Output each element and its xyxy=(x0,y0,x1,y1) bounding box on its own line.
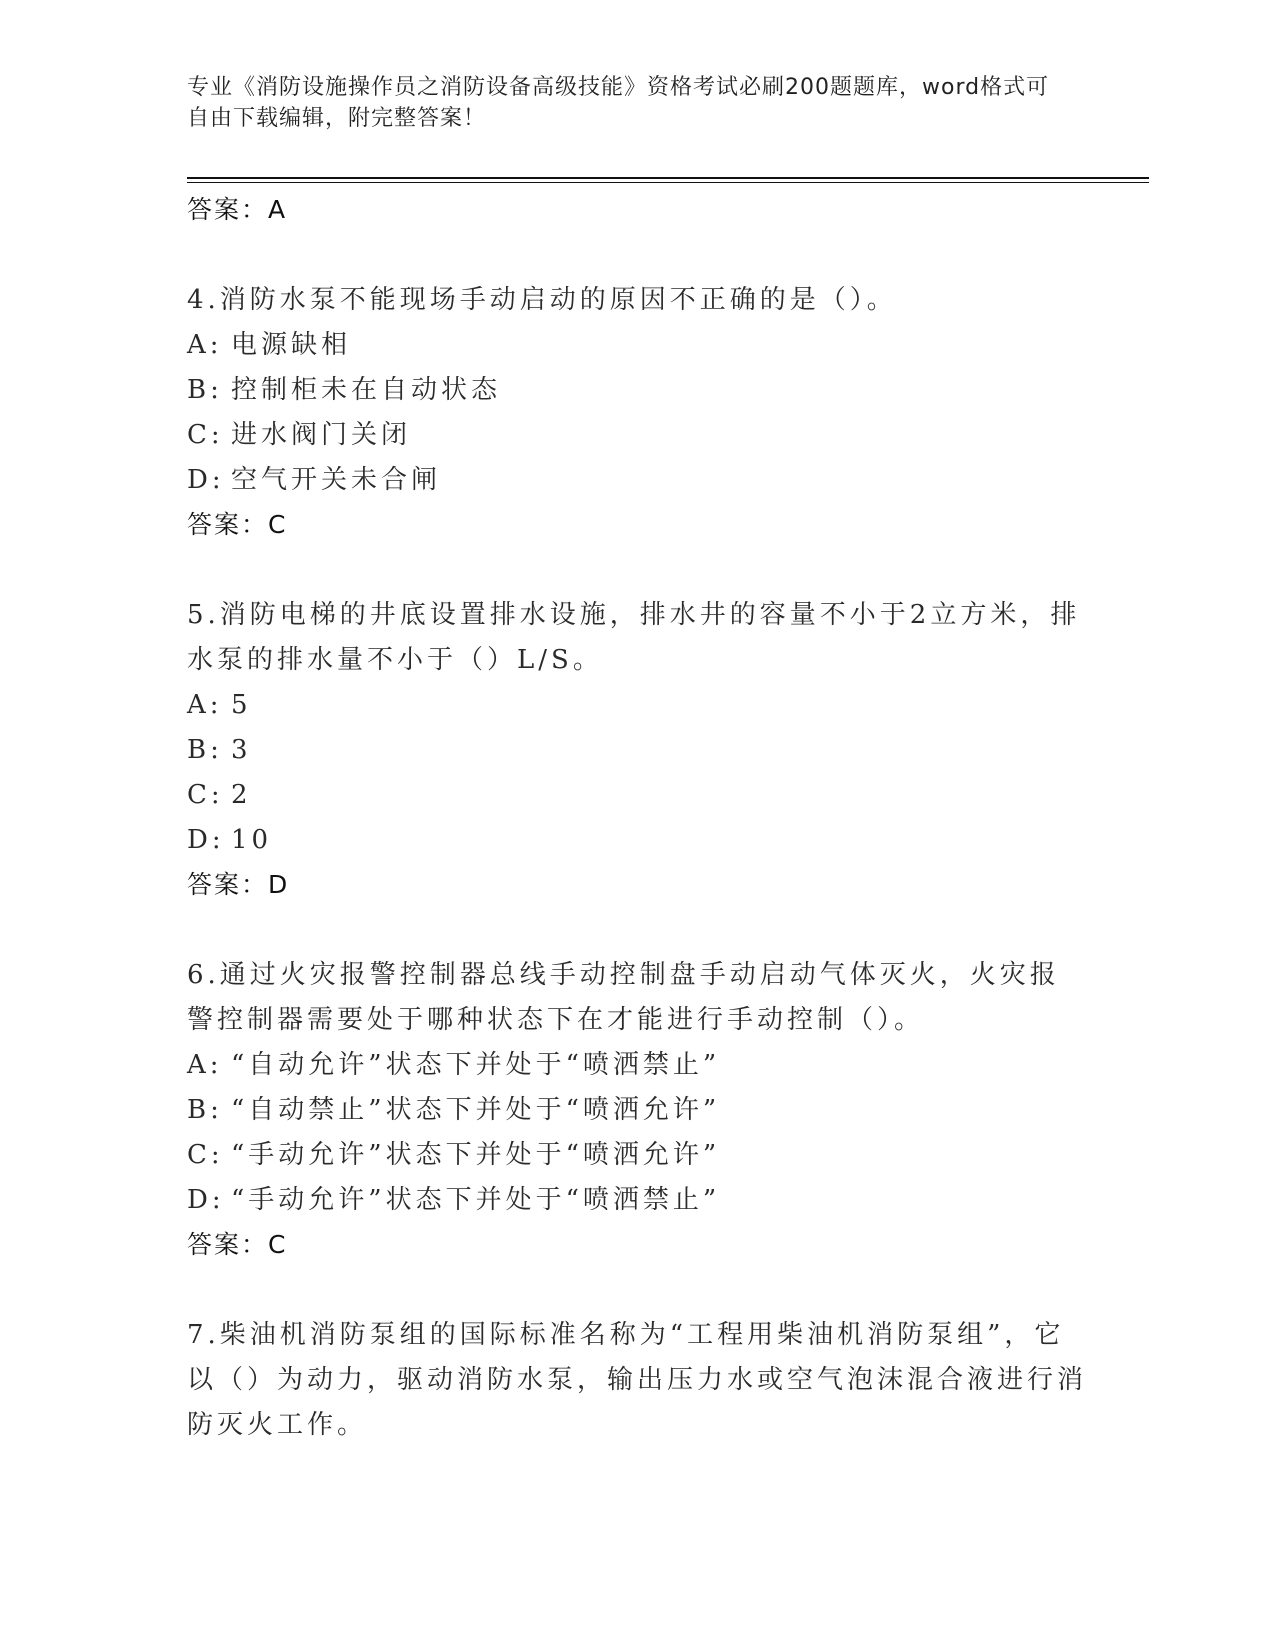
option-letter: A: xyxy=(187,690,223,720)
option-letter: A: xyxy=(187,330,223,360)
option-letter: C: xyxy=(187,420,224,450)
option-letter: D: xyxy=(187,465,225,495)
option-text: “手动允许”状态下并处于“喷洒禁止” xyxy=(231,1185,721,1215)
option-a xyxy=(187,1043,1087,1088)
option-text: 3 xyxy=(231,735,252,765)
option-letter: B: xyxy=(187,1095,223,1125)
header-divider-thin xyxy=(187,182,1149,183)
question-text: 5.消防电梯的井底设置排水设施，排水井的容量不小于2立方米，排水泵的排水量不小于（）L/S。 xyxy=(187,600,1081,675)
spacer xyxy=(187,232,1087,278)
option-text: 2 xyxy=(231,780,252,810)
option-text: 5 xyxy=(231,690,252,720)
option-text: 控制柜未在自动状态 xyxy=(231,375,502,405)
question-block xyxy=(187,278,1087,547)
question-list xyxy=(187,188,1087,1448)
spacer xyxy=(187,547,1087,593)
header-divider-thick xyxy=(187,177,1149,179)
option-d xyxy=(187,1178,1087,1223)
option-text: 空气开关未合闸 xyxy=(231,465,442,495)
spacer xyxy=(187,1267,1087,1313)
option-text: “自动允许”状态下并处于“喷洒禁止” xyxy=(231,1050,721,1080)
option-text: 进水阀门关闭 xyxy=(231,420,412,450)
option-c xyxy=(187,1133,1087,1178)
question-text: 6.通过火灾报警控制器总线手动控制盘手动启动气体灭火，火灾报警控制器需要处于哪种状态下在才能进行手动控制（）。 xyxy=(187,960,1060,1035)
option-a xyxy=(187,683,1087,728)
question-text: 4.消防水泵不能现场手动启动的原因不正确的是（）。 xyxy=(187,285,897,315)
option-b xyxy=(187,368,1087,413)
document-header: 专业《消防设施操作员之消防设备高级技能》资格考试必刷200题题库，word格式可自由下载编辑，附完整答案！ xyxy=(187,75,1050,131)
option-d xyxy=(187,818,1087,863)
option-letter: D: xyxy=(187,825,225,855)
option-letter: B: xyxy=(187,375,223,405)
option-letter: C: xyxy=(187,1140,224,1170)
option-letter: C: xyxy=(187,780,224,810)
option-text: “自动禁止”状态下并处于“喷洒允许” xyxy=(231,1095,721,1125)
option-letter: B: xyxy=(187,735,223,765)
option-c xyxy=(187,413,1087,458)
option-text: 10 xyxy=(231,825,273,855)
previous-answer: 答案：A xyxy=(187,195,288,224)
question-block xyxy=(187,1313,1087,1448)
option-b xyxy=(187,728,1087,773)
answer-line: 答案：C xyxy=(187,510,288,539)
option-c xyxy=(187,773,1087,818)
option-a xyxy=(187,323,1087,368)
option-letter: D: xyxy=(187,1185,225,1215)
option-letter: A: xyxy=(187,1050,223,1080)
question-block xyxy=(187,593,1087,907)
spacer xyxy=(187,907,1087,953)
option-text: 电源缺相 xyxy=(231,330,352,360)
question-text: 7.柴油机消防泵组的国际标准名称为“工程用柴油机消防泵组”，它以（）为动力，驱动消防水泵，输出压力水或空气泡沫混合液进行消防灭火工作。 xyxy=(187,1320,1088,1440)
answer-line: 答案：C xyxy=(187,1230,288,1259)
option-d xyxy=(187,458,1087,503)
answer-line: 答案：D xyxy=(187,870,290,899)
question-block xyxy=(187,953,1087,1267)
option-text: “手动允许”状态下并处于“喷洒允许” xyxy=(231,1140,721,1170)
option-b xyxy=(187,1088,1087,1133)
